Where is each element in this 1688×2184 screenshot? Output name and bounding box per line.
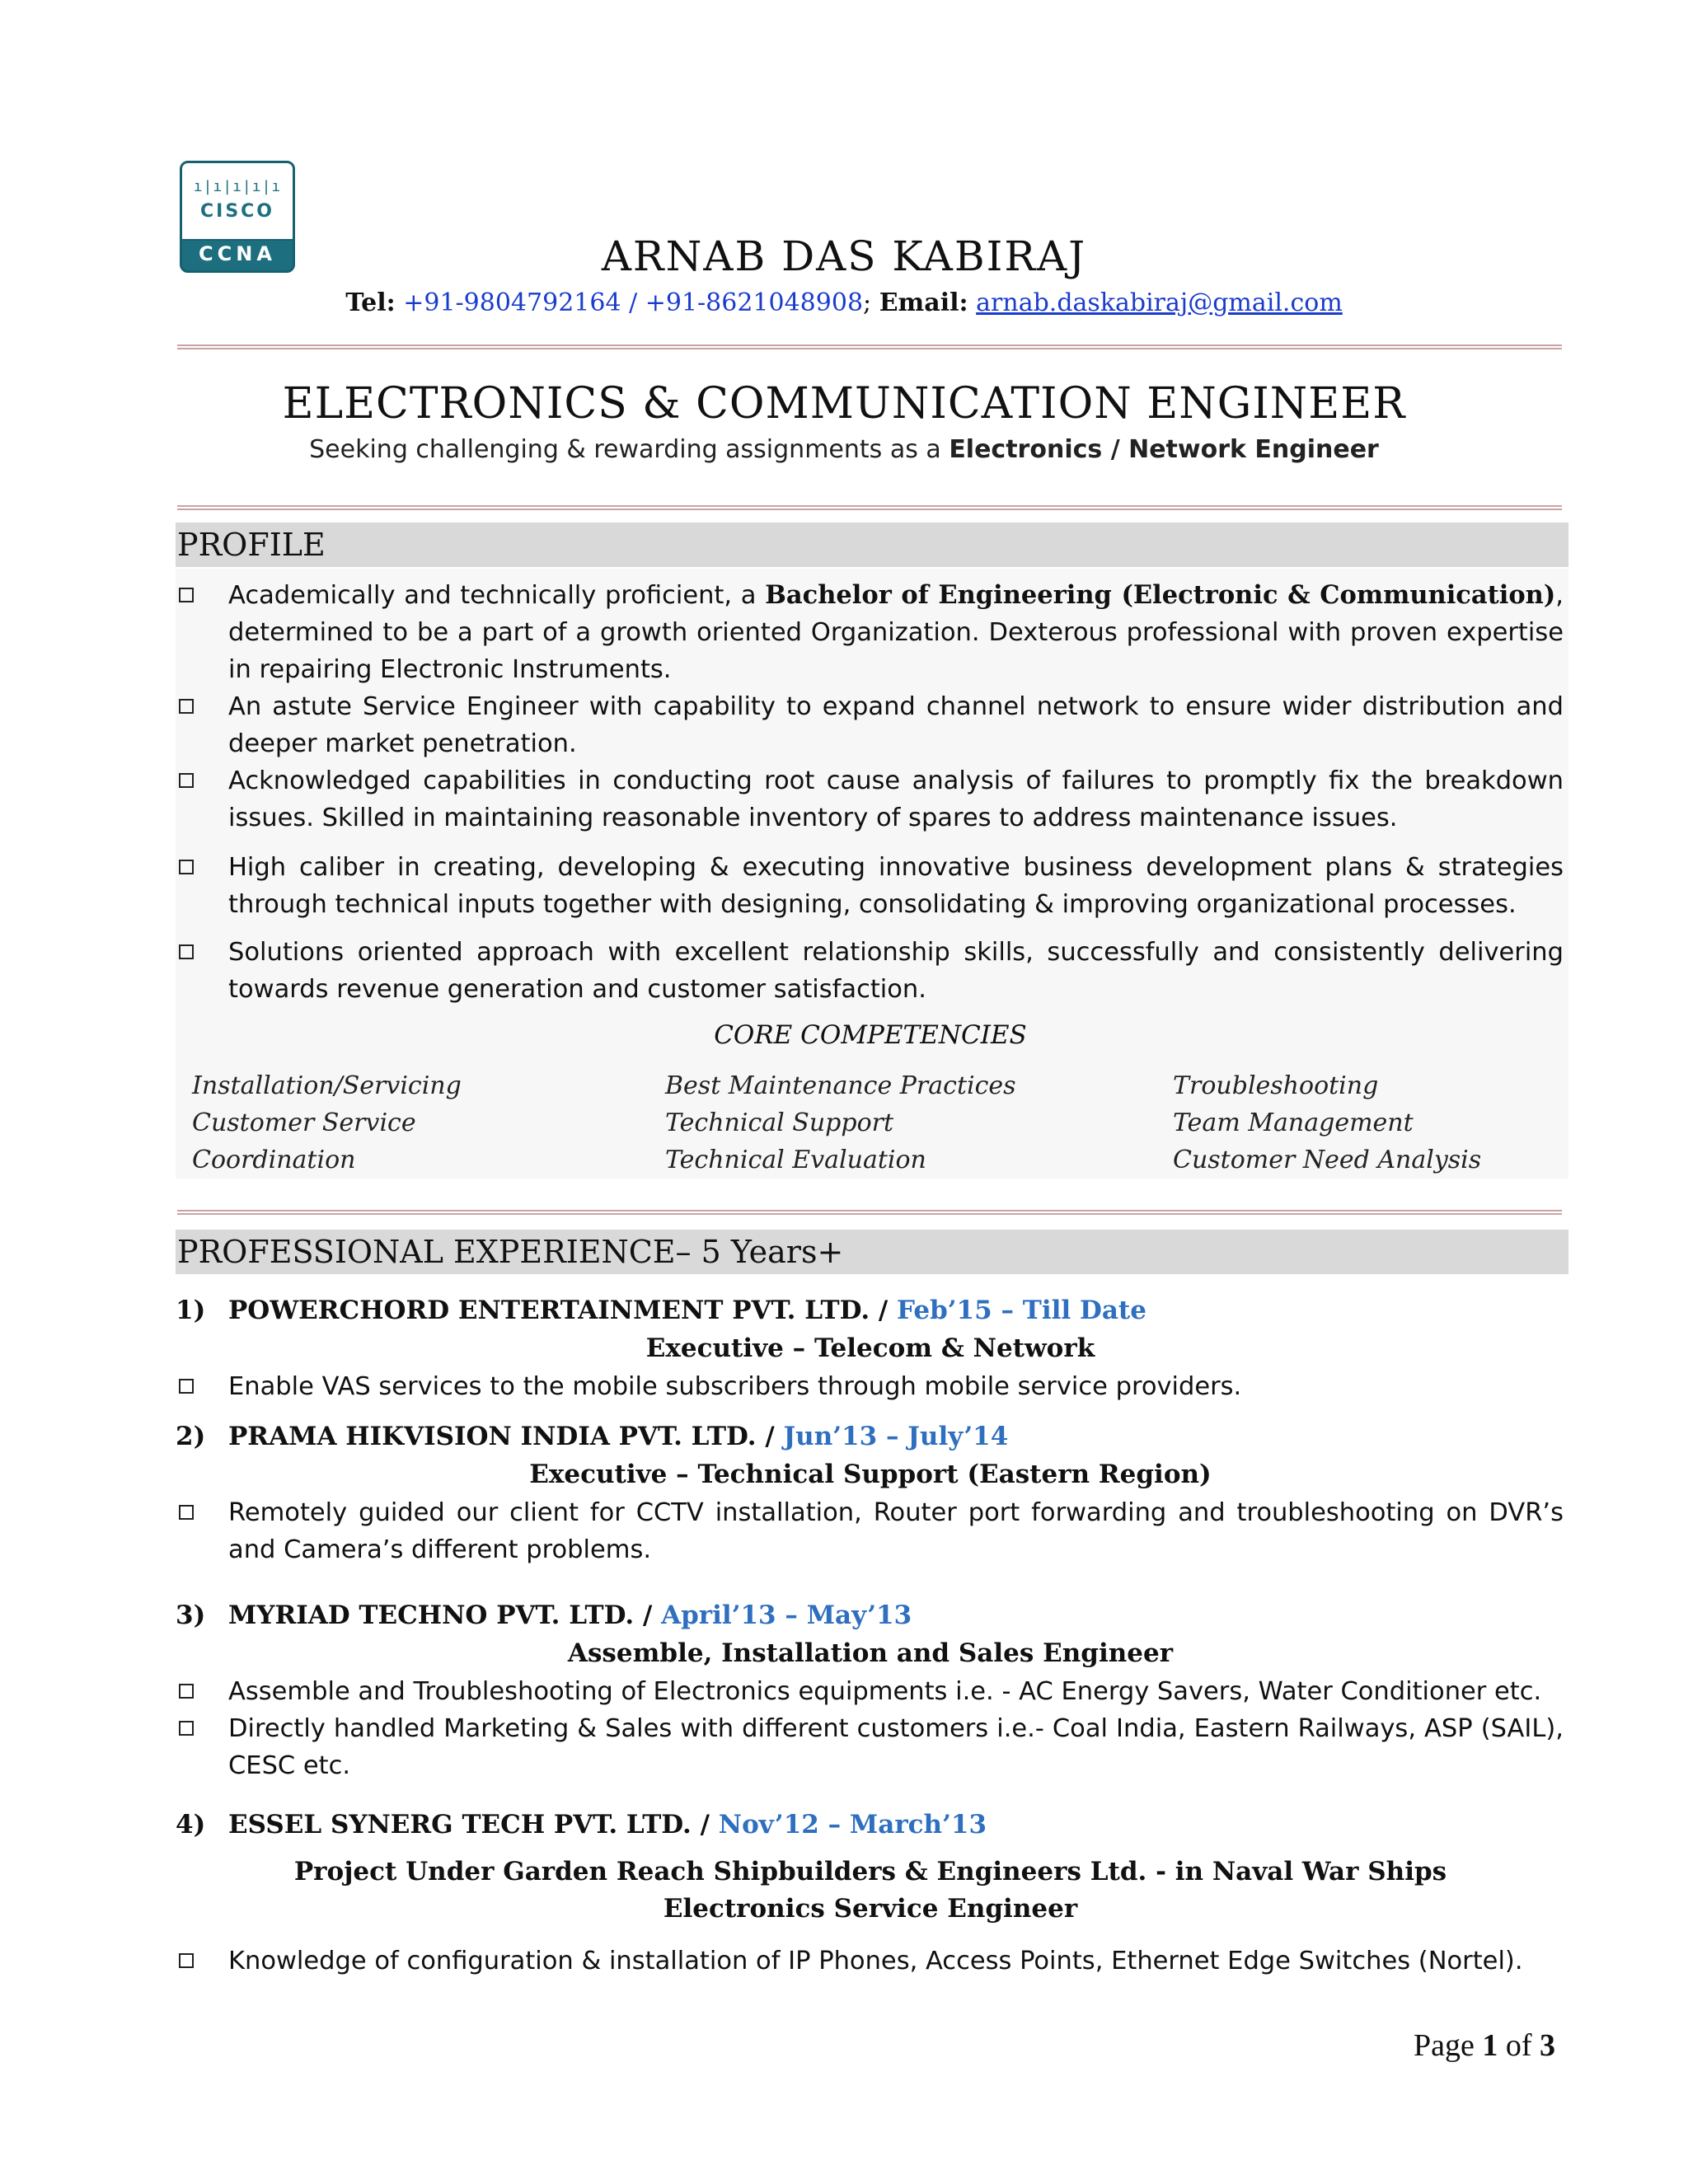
bullet-text: Assemble and Troubleshooting of Electronics equipments i.e. - AC Energy Savers, Water Conditioner etc.	[228, 1677, 1542, 1706]
competencies-heading: CORE COMPETENCIES	[714, 1020, 1027, 1050]
job-header	[176, 1601, 912, 1630]
divider	[177, 1210, 1562, 1215]
divider	[177, 344, 1562, 349]
bullet-text: , determined to be a part of a growth oriented Organization. Dexterous professional with proven expertise in repairing Electronic Instruments.	[228, 581, 1564, 684]
bullet-text: An astute Service Engineer with capability to expand channel network to ensure wider distribution and deeper market penetration.	[228, 692, 1564, 758]
divider	[177, 505, 1562, 510]
contact-line: Tel: +91-9804792164 / +91-8621048908; Email: arnab.daskabiraj@gmail.com	[345, 288, 1343, 317]
email-label: Email:	[879, 288, 968, 317]
job-dates: Nov’12 – March’13	[718, 1810, 987, 1840]
company-name: PRAMA HIKVISION INDIA PVT. LTD. /	[228, 1422, 775, 1451]
checkbox-bullet-icon	[179, 860, 194, 874]
job-number: 1)	[176, 1296, 206, 1325]
competency: Team Management	[1173, 1108, 1414, 1137]
profile-bullet	[176, 849, 1568, 923]
subtitle-role: Electronics / Network Engineer	[949, 435, 1379, 464]
logo-cert: CCNA	[199, 242, 276, 265]
bullet-text: Directly handled Marketing & Sales with different customers i.e.- Coal India, Eastern Railways, ASP (SAIL), CESC etc.	[228, 1714, 1564, 1780]
competency: Coordination	[192, 1146, 356, 1174]
cisco-bars-icon: ı|ı|ı|ı|ı	[193, 178, 282, 195]
job-bullet	[176, 1710, 1568, 1784]
job-bullet	[176, 1943, 1568, 1980]
bullet-text: Acknowledged capabilities in conducting root cause analysis of failures to promptly fix the breakdown issues. Skilled in maintaining reasonable inventory of spares to address maintenance issues.	[228, 766, 1564, 832]
job-bullet	[176, 1368, 1568, 1405]
bullet-text: Enable VAS services to the mobile subscribers through mobile service providers.	[228, 1372, 1242, 1401]
profile-bullet	[176, 688, 1568, 762]
job-header	[176, 1810, 987, 1840]
checkbox-bullet-icon	[179, 1953, 194, 1968]
bullet-text: Academically and technically proficient, a	[228, 581, 757, 610]
job-number: 4)	[176, 1810, 206, 1840]
job-header	[176, 1296, 1146, 1325]
profile-bullet	[176, 934, 1568, 1008]
total-pages: 3	[1540, 2028, 1556, 2063]
bullet-text: Knowledge of configuration & installation of IP Phones, Access Points, Ethernet Edge Switches (Nortel).	[228, 1947, 1523, 1975]
competency: Customer Service	[192, 1108, 416, 1137]
competency: Installation/Servicing	[192, 1071, 462, 1100]
bullet-text: High caliber in creating, developing & executing innovative business development plans & strategies through technical inputs together with designing, consolidating & improving organizational processes.	[228, 853, 1564, 919]
job-bullet	[176, 1494, 1568, 1568]
checkbox-bullet-icon	[179, 588, 194, 602]
subtitle-prefix: Seeking challenging & rewarding assignments as a	[309, 435, 941, 464]
checkbox-bullet-icon	[179, 1379, 194, 1394]
job-bullet	[176, 1673, 1568, 1710]
checkbox-bullet-icon	[179, 699, 194, 714]
page-number	[1414, 2027, 1555, 2064]
competency: Best Maintenance Practices	[665, 1071, 1016, 1100]
headline-subtitle	[0, 435, 1688, 464]
checkbox-bullet-icon	[179, 1721, 194, 1736]
job-dates: Jun’13 – July’14	[783, 1422, 1009, 1451]
current-page: 1	[1482, 2028, 1498, 2063]
competency: Technical Support	[665, 1108, 894, 1137]
competency: Troubleshooting	[1173, 1071, 1379, 1100]
company-name: ESSEL SYNERG TECH PVT. LTD. /	[228, 1810, 710, 1840]
job-project: Project Under Garden Reach Shipbuilders & Engineers Ltd. - in Naval War Ships	[293, 1857, 1447, 1886]
profile-bullet	[176, 577, 1568, 688]
profile-bullet	[176, 762, 1568, 837]
job-number: 2)	[176, 1422, 206, 1451]
job-header	[176, 1422, 1008, 1451]
job-number: 3)	[176, 1601, 206, 1630]
company-name: POWERCHORD ENTERTAINMENT PVT. LTD. /	[228, 1296, 889, 1325]
bullet-text: Solutions oriented approach with excellent relationship skills, successfully and consistently delivering towards revenue generation and customer satisfaction.	[228, 938, 1564, 1004]
headline-title: ELECTRONICS & COMMUNICATION ENGINEER	[282, 379, 1406, 429]
job-role: Executive – Telecom & Network	[645, 1333, 1095, 1363]
company-name: MYRIAD TECHNO PVT. LTD. /	[228, 1601, 653, 1630]
checkbox-bullet-icon	[179, 773, 194, 788]
of-word: of	[1505, 2028, 1532, 2063]
job-dates: Feb’15 – Till Date	[897, 1296, 1146, 1325]
experience-heading: PROFESSIONAL EXPERIENCE– 5 Years+	[176, 1230, 1568, 1274]
candidate-name: ARNAB DAS KABIRAJ	[601, 232, 1087, 280]
checkbox-bullet-icon	[179, 1505, 194, 1520]
job-role: Electronics Service Engineer	[663, 1894, 1078, 1924]
job-role: Assemble, Installation and Sales Engineer	[567, 1638, 1174, 1668]
competency: Customer Need Analysis	[1173, 1146, 1482, 1174]
tel-label: Tel:	[345, 288, 396, 317]
tel-numbers: +91-9804792164 / +91-8621048908	[403, 288, 864, 317]
email-link[interactable]: arnab.daskabiraj@gmail.com	[976, 288, 1343, 317]
checkbox-bullet-icon	[179, 1684, 194, 1699]
bullet-text: Remotely guided our client for CCTV installation, Router port forwarding and troubleshooting on DVR’s and Camera’s different problems.	[228, 1498, 1564, 1564]
checkbox-bullet-icon	[179, 944, 194, 959]
page-word: Page	[1414, 2028, 1475, 2063]
profile-heading: PROFILE	[176, 523, 1568, 567]
job-dates: April’13 – May’13	[661, 1601, 912, 1630]
logo-top-panel	[182, 163, 293, 241]
logo-brand: CISCO	[199, 201, 275, 222]
job-role: Executive – Technical Support (Eastern Region)	[529, 1460, 1212, 1489]
competency: Technical Evaluation	[665, 1146, 926, 1174]
degree-text: Bachelor of Engineering (Electronic & Communication)	[765, 580, 1556, 610]
